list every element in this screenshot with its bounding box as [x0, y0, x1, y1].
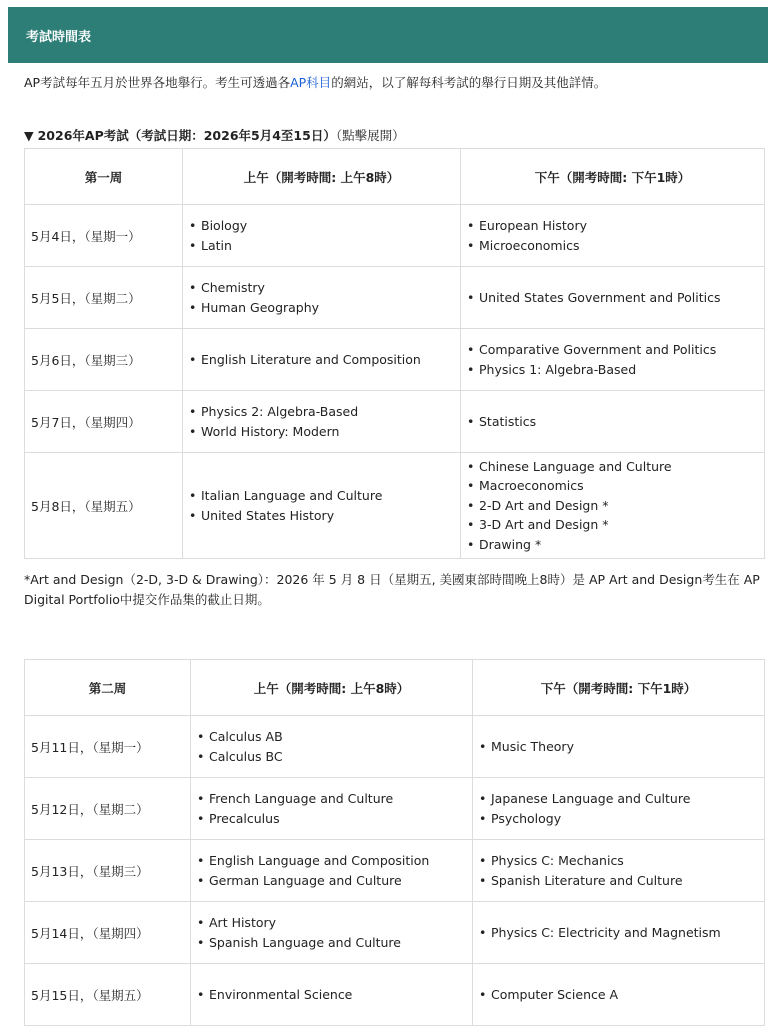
- expand-triangle-icon: ▼: [24, 128, 34, 143]
- exam-list: [189, 350, 454, 370]
- exam-subject: • English Language and Composition: [197, 851, 466, 871]
- exam-subject: • Macroeconomics: [467, 476, 758, 496]
- exam-subject: • Computer Science A: [479, 985, 758, 1005]
- week2-header-afternoon: 下午（開考時間: 下午1時）: [473, 660, 765, 716]
- afternoon-exams: [461, 267, 765, 329]
- exam-list: [479, 737, 758, 757]
- exam-subject: • Comparative Government and Politics: [467, 340, 758, 360]
- exam-list: [467, 457, 758, 555]
- table-row: [25, 840, 765, 902]
- exam-subject: • Microeconomics: [467, 236, 758, 256]
- exam-date: 5月8日，（星期五）: [25, 453, 183, 559]
- morning-exams: [191, 778, 473, 840]
- exam-subject: • Physics 1: Algebra-Based: [467, 360, 758, 380]
- morning-exams: [183, 453, 461, 559]
- exam-list: [189, 486, 454, 525]
- table-row: [25, 267, 765, 329]
- exam-subject: • Precalculus: [197, 809, 466, 829]
- exam-subject: • Chinese Language and Culture: [467, 457, 758, 477]
- exam-list: [467, 216, 758, 255]
- table-row: [25, 329, 765, 391]
- morning-exams: [191, 902, 473, 964]
- week2-schedule-table: [24, 659, 765, 1026]
- week1-header-afternoon: 下午（開考時間: 下午1時）: [461, 149, 765, 205]
- exam-subject: • Human Geography: [189, 298, 454, 318]
- exam-subject: • Music Theory: [479, 737, 758, 757]
- morning-exams: [191, 840, 473, 902]
- table-row: [25, 778, 765, 840]
- exam-subject: • German Language and Culture: [197, 871, 466, 891]
- exam-list: [197, 789, 466, 828]
- exam-subject: • World History: Modern: [189, 422, 454, 442]
- ap-subjects-link[interactable]: AP科目: [290, 75, 332, 90]
- exam-subject: • Psychology: [479, 809, 758, 829]
- afternoon-exams: [473, 902, 765, 964]
- exam-date: 5月15日，（星期五）: [25, 964, 191, 1026]
- table-row: [25, 716, 765, 778]
- exam-subject: • Calculus AB: [197, 727, 466, 747]
- week1-schedule-table: [24, 148, 765, 559]
- page-header: [8, 7, 768, 63]
- exam-subject: • Physics C: Mechanics: [479, 851, 758, 871]
- exam-list: [479, 851, 758, 890]
- morning-exams: [183, 391, 461, 453]
- exam-list: [479, 923, 758, 943]
- exam-list: [197, 727, 466, 766]
- afternoon-exams: [473, 716, 765, 778]
- table-row: [25, 391, 765, 453]
- exam-date: 5月4日，（星期一）: [25, 205, 183, 267]
- morning-exams: [191, 964, 473, 1026]
- exam-subject: • Calculus BC: [197, 747, 466, 767]
- exam-date: 5月11日，（星期一）: [25, 716, 191, 778]
- morning-exams: [183, 205, 461, 267]
- exam-date: 5月13日，（星期三）: [25, 840, 191, 902]
- exam-subject: • Biology: [189, 216, 454, 236]
- exam-subject: • Statistics: [467, 412, 758, 432]
- exam-subject: • Drawing *: [467, 535, 758, 555]
- exam-date: 5月12日，（星期二）: [25, 778, 191, 840]
- page-title: 考試時間表: [26, 29, 92, 45]
- exam-list: [189, 216, 454, 255]
- afternoon-exams: [461, 391, 765, 453]
- exam-subject: • 2-D Art and Design *: [467, 496, 758, 516]
- exam-subject: • United States History: [189, 506, 454, 526]
- exam-list: [189, 278, 454, 317]
- exam-subject: • European History: [467, 216, 758, 236]
- exam-list: [479, 789, 758, 828]
- summary-expand-hint: （點擊展開）: [335, 128, 405, 143]
- exam-list: [197, 851, 466, 890]
- exam-list: [197, 985, 466, 1005]
- exam-list: [197, 913, 466, 952]
- exam-schedule-toggle[interactable]: [24, 128, 764, 144]
- exam-subject: • Environmental Science: [197, 985, 466, 1005]
- exam-date: 5月5日，（星期二）: [25, 267, 183, 329]
- exam-subject: • Latin: [189, 236, 454, 256]
- afternoon-exams: [473, 778, 765, 840]
- exam-date: 5月7日，（星期四）: [25, 391, 183, 453]
- exam-subject: • Italian Language and Culture: [189, 486, 454, 506]
- intro-before: AP考試每年五月於世界各地舉行。考生可透過各: [24, 75, 291, 90]
- afternoon-exams: [461, 205, 765, 267]
- exam-list: [467, 412, 758, 432]
- table-row: [25, 205, 765, 267]
- week1-header-week: 第一周: [25, 149, 183, 205]
- exam-date: 5月6日，（星期三）: [25, 329, 183, 391]
- exam-subject: • Art History: [197, 913, 466, 933]
- intro-text: [24, 74, 764, 92]
- art-design-footnote: *Art and Design（2-D, 3-D & Drawing）：2026 年 5 月 8 日（星期五, 美國東部時間晚上8時）是 AP Art and Design考生在 AP Digital Portfolio中提交作品集的截止日期。: [24, 572, 760, 607]
- afternoon-exams: [473, 964, 765, 1026]
- table-row: [25, 902, 765, 964]
- exam-subject: • United States Government and Politics: [467, 288, 758, 308]
- intro-after: 的網站，以了解每科考試的舉行日期及其他詳情。: [331, 75, 607, 90]
- morning-exams: [183, 329, 461, 391]
- morning-exams: [183, 267, 461, 329]
- table-row: [25, 964, 765, 1026]
- exam-subject: • Physics 2: Algebra-Based: [189, 402, 454, 422]
- exam-subject: • French Language and Culture: [197, 789, 466, 809]
- exam-subject: • Japanese Language and Culture: [479, 789, 758, 809]
- table-row: [25, 453, 765, 559]
- exam-list: [467, 288, 758, 308]
- exam-list: [189, 402, 454, 441]
- exam-subject: • 3-D Art and Design *: [467, 515, 758, 535]
- week2-header-morning: 上午（開考時間: 上午8時）: [191, 660, 473, 716]
- afternoon-exams: [473, 840, 765, 902]
- exam-subject: • Spanish Language and Culture: [197, 933, 466, 953]
- week1-header-morning: 上午（開考時間: 上午8時）: [183, 149, 461, 205]
- afternoon-exams: [461, 453, 765, 559]
- morning-exams: [191, 716, 473, 778]
- exam-subject: • Physics C: Electricity and Magnetism: [479, 923, 758, 943]
- afternoon-exams: [461, 329, 765, 391]
- exam-subject: • Spanish Literature and Culture: [479, 871, 758, 891]
- summary-title: 2026年AP考試（考試日期：2026年5月4至15日）: [37, 128, 336, 143]
- exam-subject: • Chemistry: [189, 278, 454, 298]
- exam-subject: • English Literature and Composition: [189, 350, 454, 370]
- exam-list: [467, 340, 758, 379]
- week2-header-week: 第二周: [25, 660, 191, 716]
- exam-date: 5月14日，（星期四）: [25, 902, 191, 964]
- exam-list: [479, 985, 758, 1005]
